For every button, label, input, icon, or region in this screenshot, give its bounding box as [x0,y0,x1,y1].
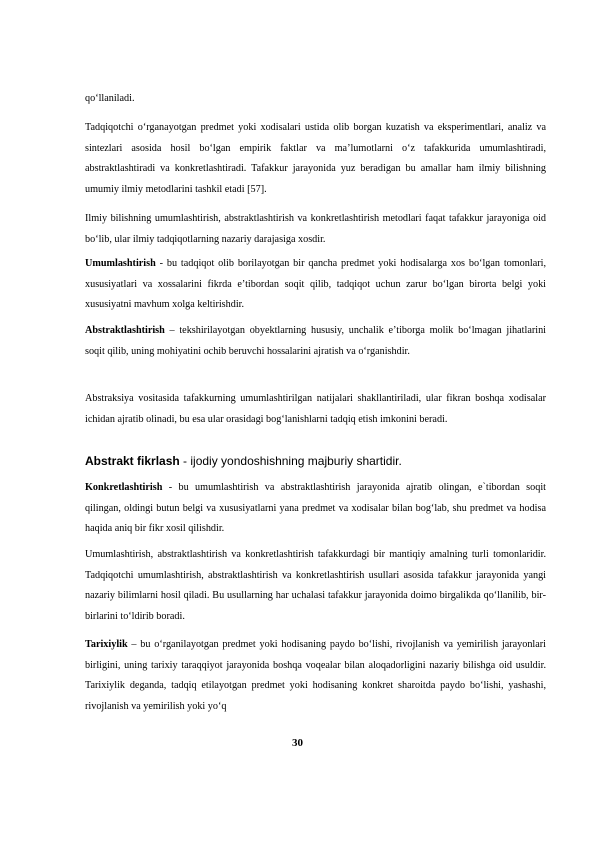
term-konkretlashtirish: Konkretlashtirish [85,482,163,493]
paragraph-text: Ilmiy bilishning umumlashtirish, abstraktlashtirish va konkretlashtirish metodlari faqat tafakkur jarayoniga oid bo‘lib, ular ilmiy tadqiqotlarning nazariy darajasiga xosdir. [85,213,546,245]
section-heading [85,452,546,470]
paragraph-text: Abstraksiya vositasida tafakkurning umumlashtirilgan natijalari shakllantiriladi, ular fikran boshqa xodisalar ichidan ajratib olinadi, bu esa ular orasidagi bog‘lanishlarni tadqiq etish imkonini beradi. [85,393,546,425]
paragraph-umumlashtirish [85,254,546,316]
paragraph-umumlashtirish-tomonlari [85,545,546,627]
paragraph-konkretlashtirish [85,478,546,540]
paragraph-text: - bu tadqiqot olib borilayotgan bir qancha predmet yoki hodisalarga xos bo‘lgan tomonlari, xususiyatlari va xossalarini fikrda e’tibordan soqit qilib, tadqiqot uchun zarur bo‘lgan birorta belgi yoki xususiyatni mavhum xolga keltirishdir. [85,258,546,310]
paragraph-text: – bu o‘rganilayotgan predmet yoki hodisaning paydo bo‘lishi, rivojlanish va yemirilish jarayonlari birligini, uning tarixiy taraqqiyot jarayonida boshqa voqealar bilan aloqadorligini nazariy bilishga oid usuldir. Tarixiylik deganda, tadqiq etilayotgan predmet yoki hodisaning konkret sharoitda paydo bo‘lishi, yashashi, rivojlanish va yemirilish yoki yo‘q [85,639,546,712]
heading-term: Abstrakt fikrlash [85,454,180,468]
paragraph-abstraksiya [85,389,546,430]
paragraph-tadqiqotchi [85,118,546,200]
paragraph-continuation [85,89,546,110]
paragraph-ilmiy-bilish [85,209,546,250]
paragraph-text: Tadqiqotchi o‘rganayotgan predmet yoki xodisalari ustida olib borgan kuzatish va eksperimentlari, analiz va sintezlari asosida hosil bo‘lgan empirik faktlar va ma’lumotlarni o‘z tafakkurida umumlashtiradi, abstraktlashtiradi va konkretlashtiradi. Tafakkur jarayonida yuz beradigan bu amallar ham ilmiy bilishning umumiy ilmiy metodlarini tashkil etadi [57]. [85,122,546,195]
term-umumlashtirish: Umumlashtirish [85,258,156,269]
paragraph-tarixiylik [85,635,546,717]
paragraph-text: - bu umumlashtirish va abstraktlashtirish jarayonida ajratib olingan, e`tibordan soqit qilingan, oldingi butun belgi va xususiyatlarni yana predmet va xodisalar bilan bog‘lab, shu predmet va hodisa haqida aniq bir fikr xosil qilishdir. [85,482,546,534]
paragraph-text: qo‘llaniladi. [85,93,135,104]
page-number: 30 [292,737,303,749]
paragraph-text: Umumlashtirish, abstraktlashtirish va konkretlashtirish tafakkurdagi bir mantiqiy amalning turli tomonlaridir. Tadqiqotchi umumlashtirish, abstraktlashtirish va konkretlashtirish usullari asosida tafakkur jarayonida yangi nazariy bilimlarni hosil qiladi. Bu usullarning har uchalasi tafakkur jarayonida doimo birgalikda qo‘llanilib, bir-birlarini to‘ldirib boradi. [85,549,546,622]
term-tarixiylik: Tarixiylik [85,639,128,650]
paragraph-abstraktlashtirish [85,321,546,362]
heading-text: - ijodiy yondoshishning majburiy shartidir. [179,454,402,468]
paragraph-text: – tekshirilayotgan obyektlarning hususiy, unchalik e’tiborga molik bo‘lmagan jihatlarini soqit qilib, uning mohiyatini ochib beruvchi hossalarini ajratish va o‘rganishdir. [85,325,546,357]
term-abstraktlashtirish: Abstraktlashtirish [85,325,165,336]
